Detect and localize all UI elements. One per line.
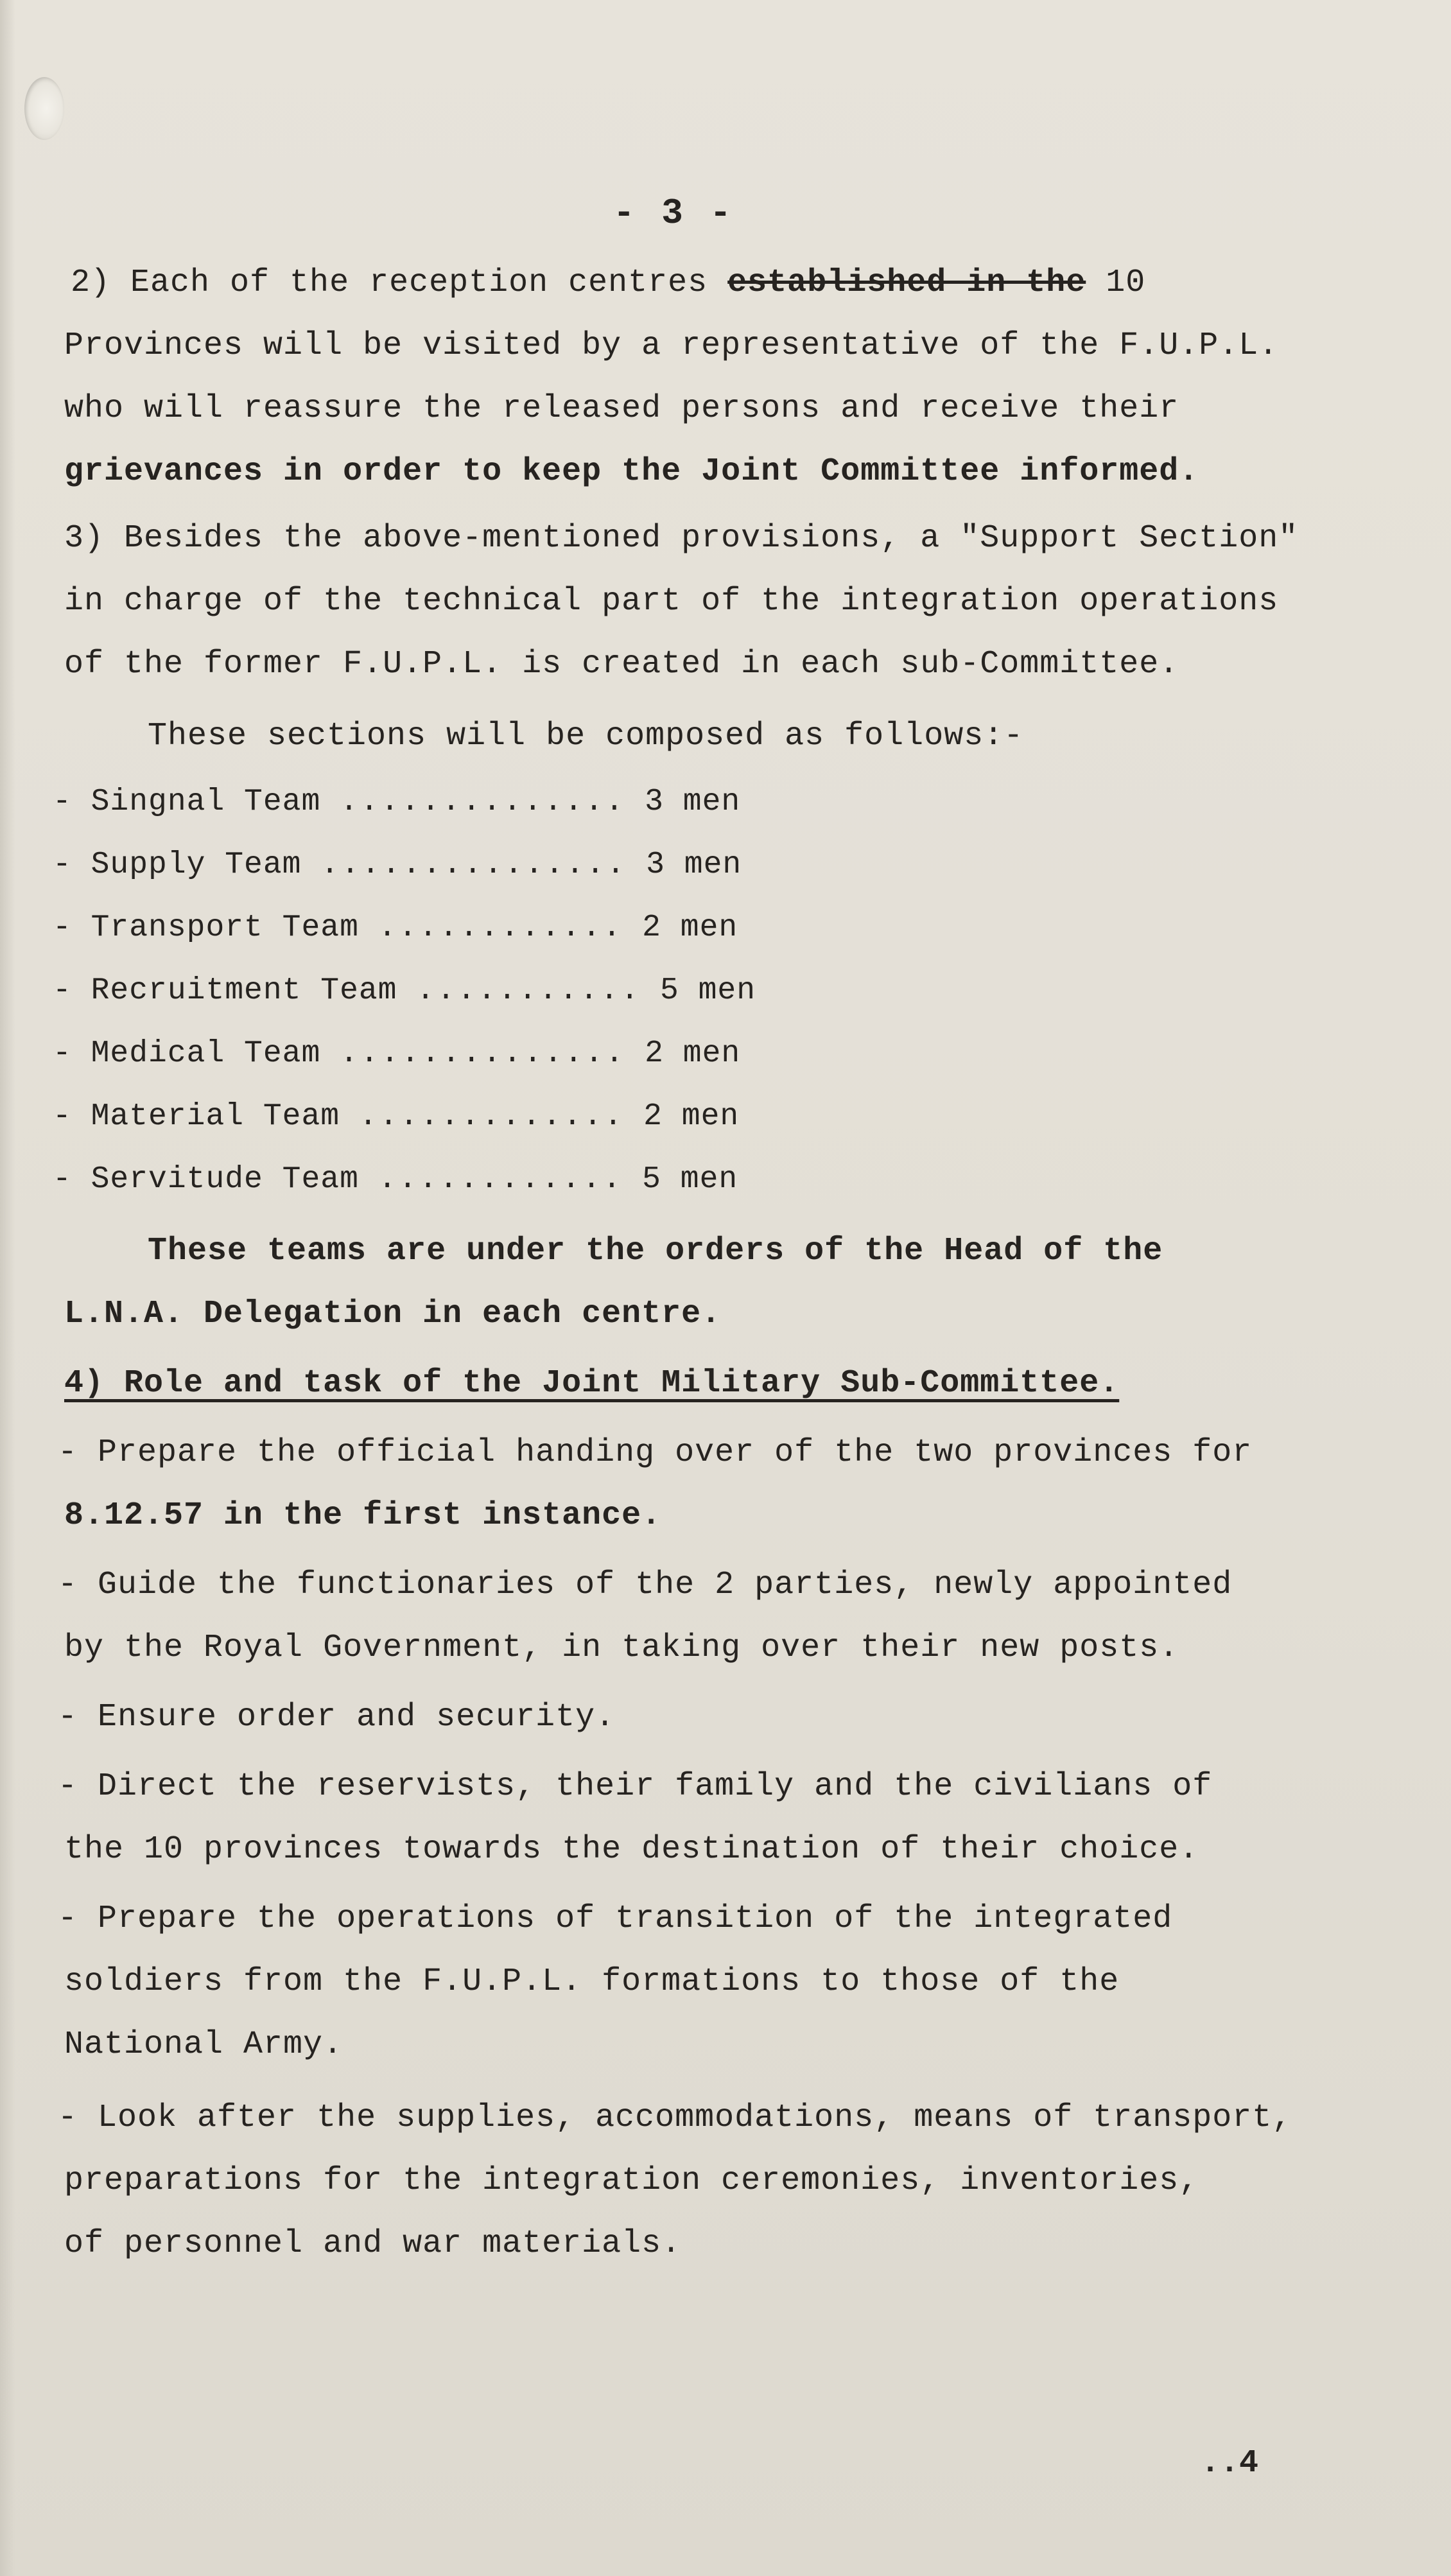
team-name: - Material Team	[53, 1099, 340, 1134]
paragraph-4-line: - Guide the functionaries of the 2 parties, newly appointed	[58, 1567, 1233, 1603]
paragraph-3-line-2: in charge of the technical part of the integration operations	[64, 583, 1279, 620]
team-leader-dots: ............	[378, 910, 623, 945]
paragraph-4-line: 8.12.57 in the first instance.	[64, 1497, 662, 1534]
team-row	[53, 785, 740, 819]
team-name: - Medical Team	[53, 1036, 321, 1071]
paragraph-2-line-1-end: 10	[1086, 265, 1146, 301]
paragraph-4-line: by the Royal Government, in taking over their new posts.	[64, 1630, 1179, 1666]
paragraph-4-line: - Look after the supplies, accommodations, means of transport,	[58, 2100, 1292, 2136]
continuation-marker: ..4	[1201, 2445, 1259, 2482]
paragraph-4-heading: 4) Role and task of the Joint Military Sub-Committee.	[64, 1365, 1120, 1402]
team-leader-dots: .............	[358, 1099, 625, 1134]
paragraph-2-line-4: grievances in order to keep the Joint Committee informed.	[64, 453, 1199, 490]
paragraph-3-closing-line-2: L.N.A. Delegation in each centre.	[64, 1296, 722, 1332]
team-count: 2 men	[645, 1036, 741, 1071]
team-leader-dots: ............	[378, 1162, 623, 1197]
paragraph-2-struck-text: established in the	[727, 265, 1086, 301]
punch-hole	[24, 77, 64, 140]
paragraph-4-line: - Prepare the operations of transition of the integrated	[58, 1901, 1173, 1937]
team-row	[53, 973, 756, 1008]
team-name: - Servitude Team	[53, 1162, 359, 1197]
paragraph-4-line: - Direct the reservists, their family and the civilians of	[58, 1768, 1213, 1805]
paragraph-2-line-1-start: 2) Each of the reception centres	[71, 265, 728, 301]
paragraph-4-line: the 10 provinces towards the destination of their choice.	[64, 1831, 1199, 1868]
paragraph-3-line-3: of the former F.U.P.L. is created in each sub-Committee.	[64, 646, 1179, 683]
page-edge-shadow	[0, 0, 15, 2576]
paragraph-4-line: - Ensure order and security.	[58, 1699, 616, 1736]
team-name: - Singnal Team	[53, 785, 321, 819]
paragraph-3-line-1: 3) Besides the above-mentioned provisions, a "Support Section"	[64, 520, 1299, 557]
team-leader-dots: ...........	[416, 973, 641, 1008]
paragraph-3-closing-line-1: These teams are under the orders of the Head of the	[148, 1233, 1163, 1269]
team-leader-dots: ..............	[340, 1036, 626, 1071]
team-row	[53, 910, 738, 945]
team-count: 3 men	[646, 848, 742, 882]
team-count: 5 men	[642, 1162, 738, 1197]
paragraph-2-line-2: Provinces will be visited by a representative of the F.U.P.L.	[64, 327, 1279, 364]
paragraph-4-line: soldiers from the F.U.P.L. formations to those of the	[64, 1963, 1120, 2000]
team-name: - Transport Team	[53, 910, 359, 945]
team-name: - Recruitment Team	[53, 973, 397, 1008]
team-row	[53, 848, 742, 882]
team-leader-dots: ...............	[320, 848, 627, 882]
page-number: - 3 -	[613, 193, 734, 234]
team-row	[53, 1099, 739, 1134]
paragraph-4-line: National Army.	[64, 2026, 343, 2063]
team-count: 2 men	[643, 1099, 740, 1134]
paragraph-4-line: of personnel and war materials.	[64, 2225, 682, 2262]
team-count: 5 men	[659, 973, 756, 1008]
team-count: 3 men	[645, 785, 741, 819]
paragraph-4-line: - Prepare the official handing over of the two provinces for	[58, 1434, 1253, 1471]
paragraph-2-line-3: who will reassure the released persons and receive their	[64, 390, 1179, 427]
paragraph-4-line: preparations for the integration ceremonies, inventories,	[64, 2163, 1199, 2199]
team-leader-dots: ..............	[340, 785, 626, 819]
team-row	[53, 1036, 740, 1071]
paragraph-2-line-1	[71, 265, 1145, 301]
sections-intro: These sections will be composed as follows:-	[148, 718, 1024, 754]
team-count: 2 men	[642, 910, 738, 945]
team-row	[53, 1162, 738, 1197]
team-name: - Supply Team	[53, 848, 302, 882]
